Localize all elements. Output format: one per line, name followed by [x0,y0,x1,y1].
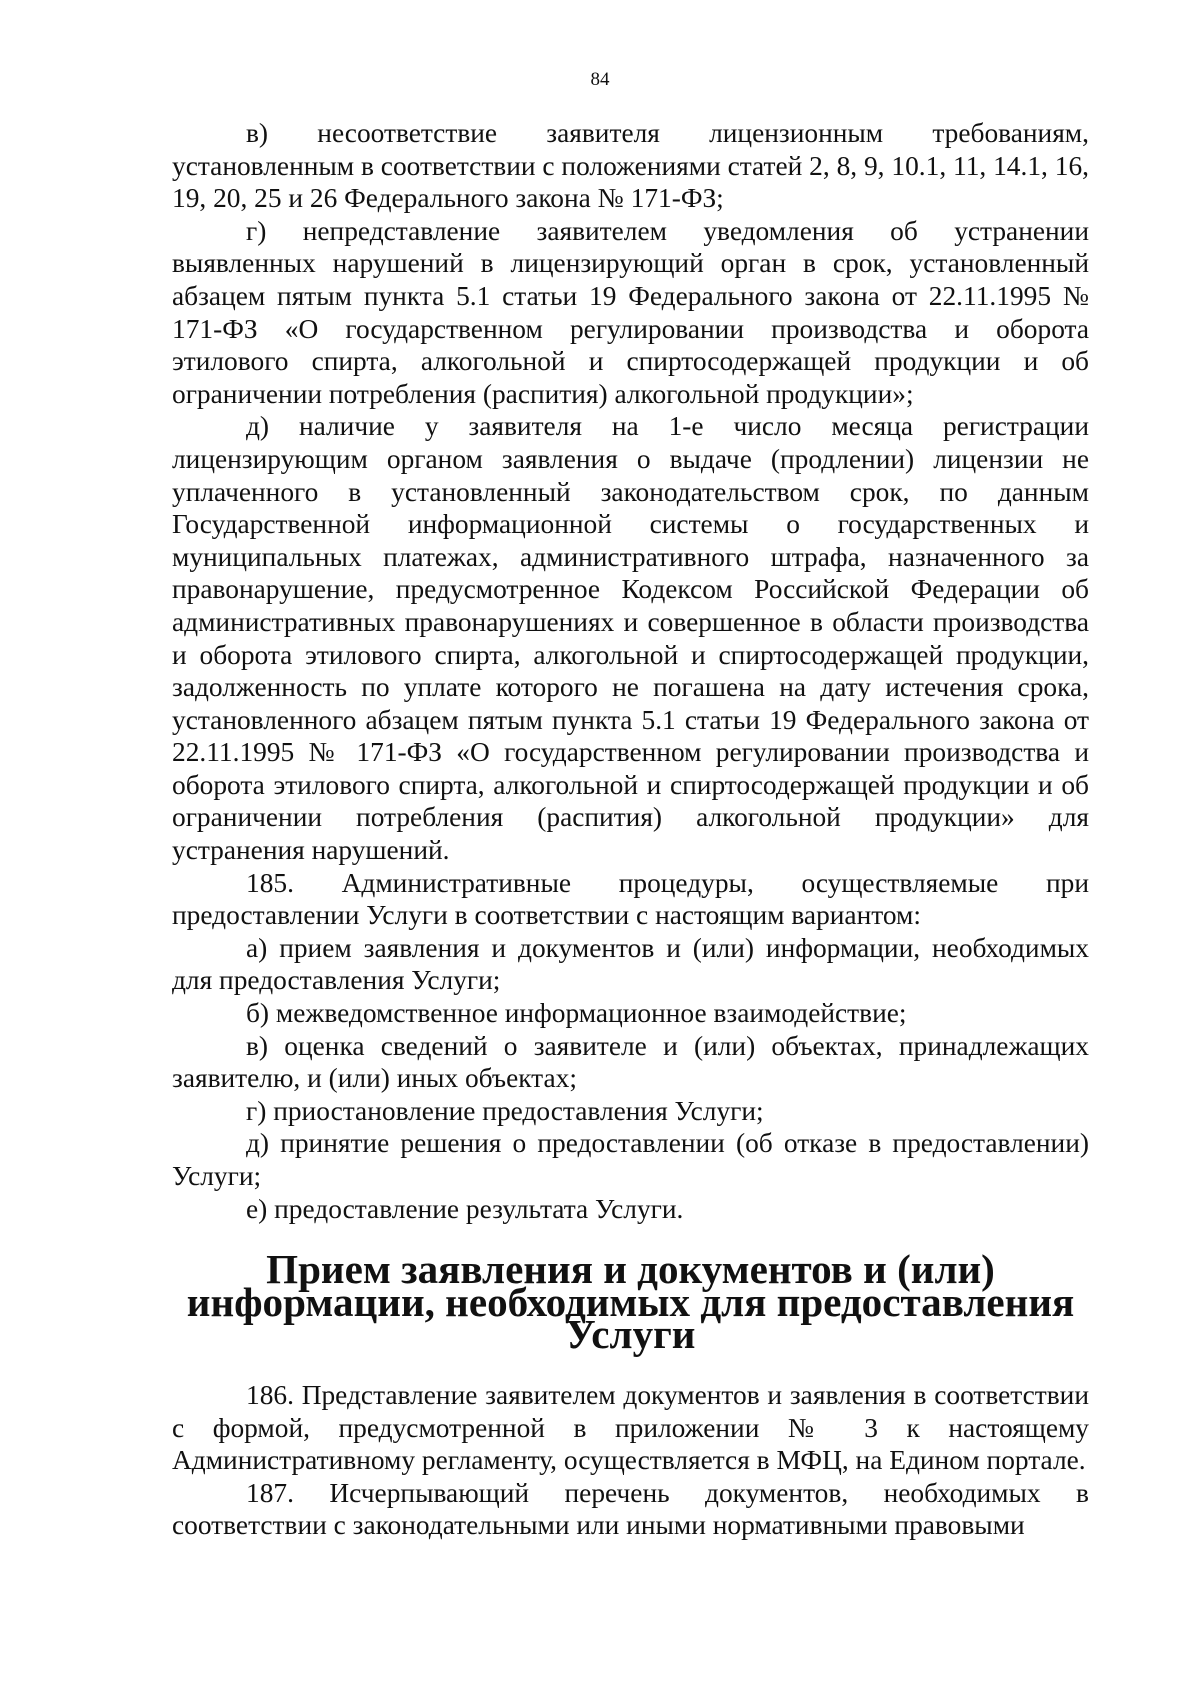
paragraph-185-procedures: 185. Административные процедуры, осуществляемые при предоставлении Услуги в соответствии с настоящим вариантом: [172,867,1089,931]
list-item-a: а) прием заявления и документов и (или) информации, необходимых для предоставления Услуги; [172,932,1089,996]
list-item-e: е) предоставление результата Услуги. [246,1193,684,1224]
list-item-d: д) принятие решения о предоставлении (об отказе в предоставлении) Услуги; [172,1128,1089,1191]
section-heading: Прием заявления и документов и (или) информации, необходимых для предоставления Услуги [186,1246,1075,1358]
list-item-g: г) приостановление предоставления Услуги; [246,1095,764,1126]
paragraph-186: 186. Представление заявителем документов и заявления в соответствии с формой, предусмотренной в приложении № 3 к настоящему Административному регламенту, осуществляется в МФЦ, на Едином портале. [172,1379,1089,1476]
page-number: 84 [590,69,610,90]
list-item-b: б) межведомственное информационное взаимодействие; [246,998,907,1029]
paragraph-item-g-no-notification: г) непредставление заявителем уведомления об устранении выявленных нарушений в лицензирующий орган в срок, установленный абзацем пятым пункта 5.1 статьи 19 Федерального закона от 22.11.1995 № 171-ФЗ «О государственном регулировании производства и оборота этилового спирта, алкогольной и спиртосодержащей продукции и об ограничении потребления (распития) алкогольной продукции»; [172,215,1089,409]
paragraph-item-d-unpaid-fine: д) наличие у заявителя на 1-е число месяца регистрации лицензирующим органом заявления о выдаче (продлении) лицензии не уплаченного в установленный законодательством срок, по данным Государственной информационной системы о государственных и муниципальных платежах, административного штрафа, назначенного за правонарушение, предусмотренное Кодексом Российской Федерации об административных правонарушениях и совершенное в области производства и оборота этилового спирта, алкогольной и спиртосодержащей продукции, задолженность по уплате которого не погашена на дату истечения срока, установленного абзацем пятым пункта 5.1 статьи 19 Федерального закона от 22.11.1995 № 171-ФЗ «О государственном регулировании производства и оборота этилового спирта, алкогольной и спиртосодержащей продукции и об ограничении потребления (распития) алкогольной продукции» для устранения нарушений. [172,411,1089,866]
list-item-v: в) оценка сведений о заявителе и (или) объектах, принадлежащих заявителю, и (или) иных объектах; [172,1030,1089,1094]
paragraph-187: 187. Исчерпывающий перечень документов, необходимых в соответствии с законодательными или иными нормативными правовыми [172,1477,1089,1541]
paragraph-item-v-license-requirements: в) несоответствие заявителя лицензионным требованиям, установленным в соответствии с положениями статей 2, 8, 9, 10.1, 11, 14.1, 16, 19, 20, 25 и 26 Федерального закона № 171-ФЗ; [172,118,1089,214]
document-body [172,117,1089,1542]
